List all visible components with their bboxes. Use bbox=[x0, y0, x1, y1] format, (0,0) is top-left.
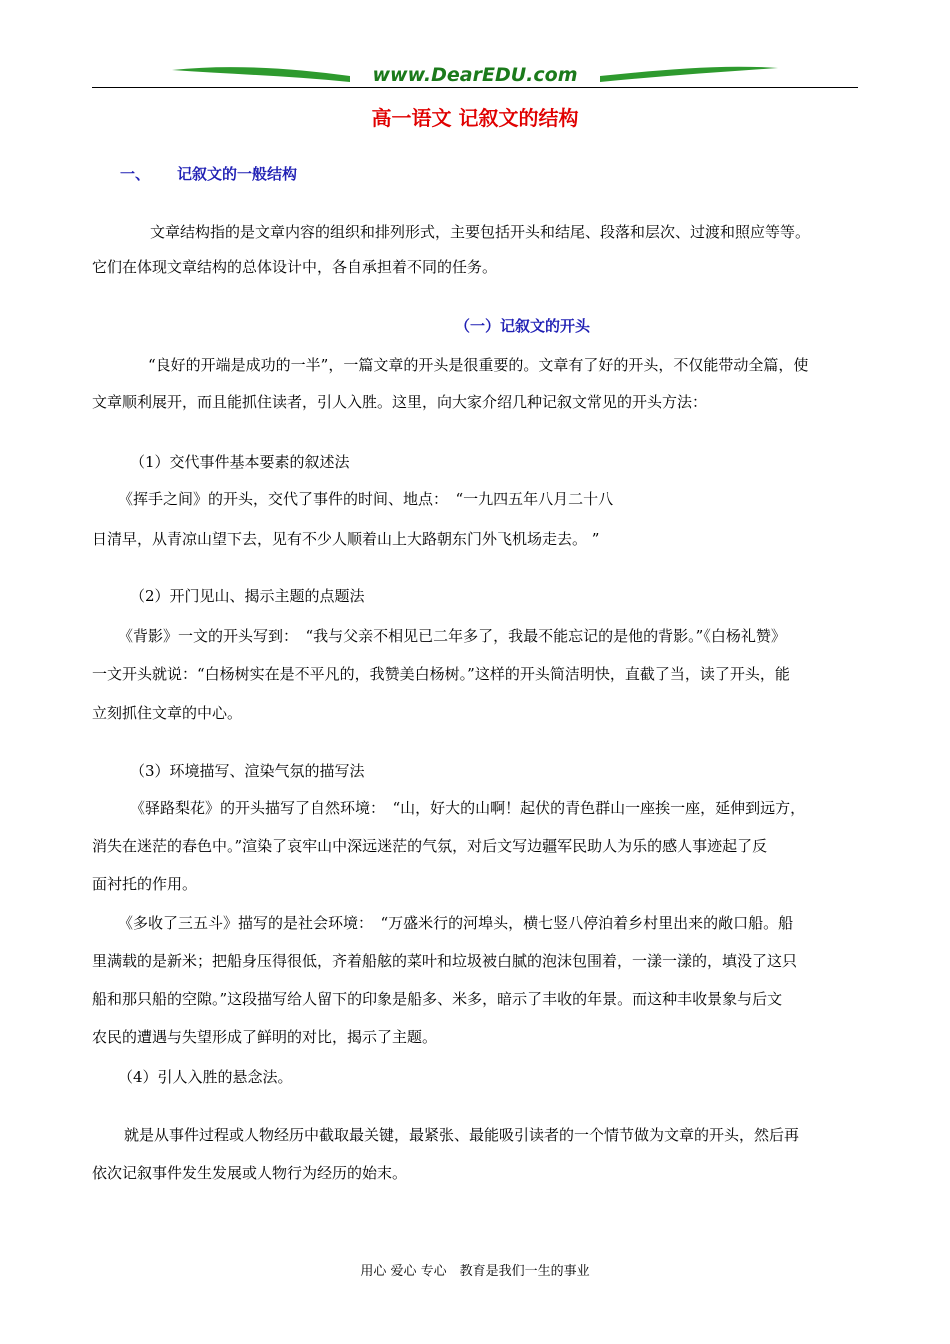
method-1-line-1: 《挥手之间》的开头，交代了事件的时间、地点： “一九四五年八月二十八 bbox=[118, 490, 614, 508]
method-3-title: （3）环境描写、渲染气氛的描写法 bbox=[130, 762, 365, 780]
section-number: 一、 bbox=[120, 165, 151, 183]
method-3b-line-3: 船和那只船的空隙。”这段描写给人留下的印象是船多、米多，暗示了丰收的年景。而这种丰收景象与后文 bbox=[92, 990, 783, 1008]
header-divider bbox=[92, 87, 858, 88]
method-1-title: （1）交代事件基本要素的叙述法 bbox=[130, 453, 350, 471]
intro-line-2: 它们在体现文章结构的总体设计中，各自承担着不同的任务。 bbox=[92, 258, 498, 276]
method-3b-line-4: 农民的遭遇与失望形成了鲜明的对比，揭示了主题。 bbox=[92, 1028, 438, 1046]
method-2-title: （2）开门见山、揭示主题的点题法 bbox=[130, 587, 365, 605]
method-3a-line-1: 《驿路梨花》的开头描写了自然环境： “山，好大的山啊！起伏的青色群山一座挨一座，延伸到远方， bbox=[130, 799, 806, 817]
method-3a-line-3: 面衬托的作用。 bbox=[92, 875, 198, 893]
method-2-line-3: 立刻抓住文章的中心。 bbox=[92, 704, 243, 722]
page-title: 高一语文 记叙文的结构 bbox=[371, 106, 579, 130]
section-title: 记叙文的一般结构 bbox=[177, 165, 298, 183]
method-2-line-2: 一文开头就说：“白杨树实在是不平凡的，我赞美白杨树。”这样的开头简洁明快，直截了当，读了开头，能 bbox=[92, 665, 790, 683]
method-4-title: （4）引人入胜的悬念法。 bbox=[118, 1068, 293, 1086]
method-3b-line-1: 《多收了三五斗》描写的是社会环境： “万盛米行的河埠头，横七竖八停泊着乡村里出来的敞口船。船 bbox=[118, 914, 794, 932]
para1-line-1: “良好的开端是成功的一半”，一篇文章的开头是很重要的。文章有了好的开头，不仅能带动全篇，使 bbox=[148, 356, 809, 374]
method-3b-line-2: 里满载的是新米；把船身压得很低，齐着船舷的菜叶和垃圾被白腻的泡沫包围着，一漾一漾的，填没了这只 bbox=[92, 952, 798, 970]
method-2-line-1: 《背影》一文的开头写到： “我与父亲不相见已二年多了，我最不能忘记的是他的背影。”《白杨礼赞》 bbox=[118, 627, 786, 645]
site-name: www.DearEDU.com bbox=[372, 64, 578, 86]
section-heading bbox=[120, 163, 297, 184]
para1-line-2: 文章顺利展开，而且能抓住读者，引人入胜。这里，向大家介绍几种记叙文常见的开头方法： bbox=[92, 393, 708, 411]
method-4-line-1: 就是从事件过程或人物经历中截取最关键，最紧张、最能吸引读者的一个情节做为文章的开头，然后再 bbox=[124, 1126, 800, 1144]
method-1-line-2: 日清早，从青凉山望下去，见有不少人顺着山上大路朝东门外飞机场走去。 ” bbox=[92, 530, 600, 548]
subsection-heading: （一）记叙文的开头 bbox=[455, 317, 591, 335]
method-4-line-2: 依次记叙事件发生发展或人物行为经历的始末。 bbox=[92, 1164, 408, 1182]
intro-line-1: 文章结构指的是文章内容的组织和排列形式，主要包括开头和结尾、段落和层次、过渡和照应等等。 bbox=[150, 223, 811, 241]
method-3a-line-2: 消失在迷茫的春色中。”渲染了哀牢山中深远迷茫的气氛，对后文写边疆军民助人为乐的感人事迹起了反 bbox=[92, 837, 768, 855]
page-footer: 用心 爱心 专心 教育是我们一生的事业 bbox=[360, 1264, 590, 1279]
